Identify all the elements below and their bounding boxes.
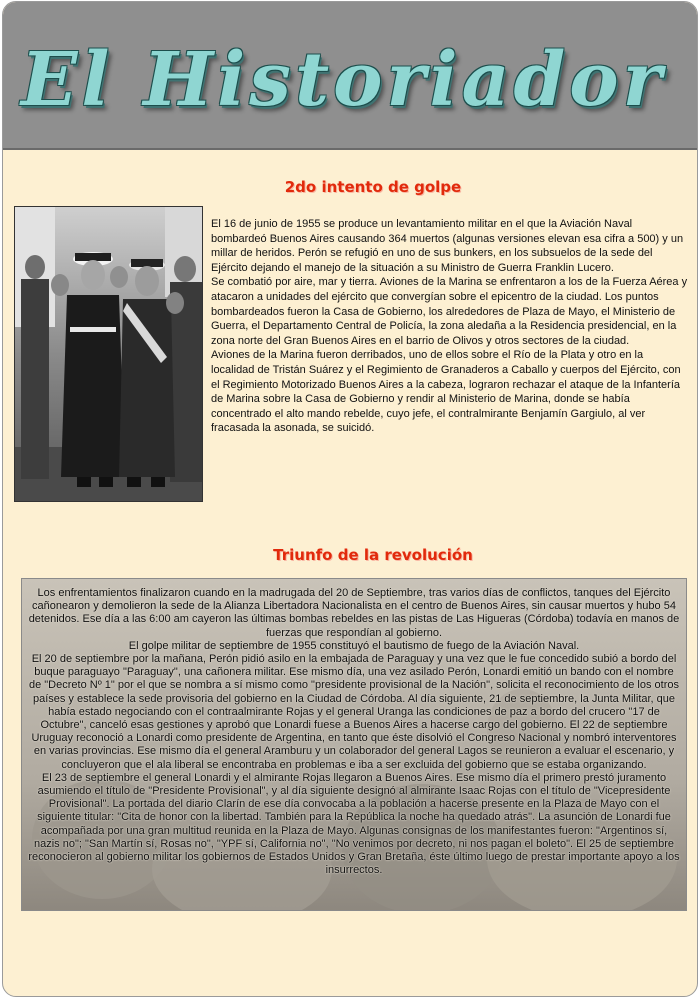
- header-banner: [3, 2, 697, 150]
- paragraph: Se combatió por aire, mar y tierra. Aviones de la Marina se enfrentaron a los de la Fuerza Aérea y atacaron a unidades del ejército que convergían sobre el epicentro de la ciudad. Los puntos bombardeados fueron la Casa de Gobierno, los alrededores de Plaza de Mayo, el Ministerio de Guerra, el Departamento Central de Policía, la zona aledaña a la Residencia presidencial, en la zona norte del Gran Buenos Aires en el barrio de Olivos y otros sectores de la ciudad.: [211, 276, 688, 347]
- paragraph: Aviones de la Marina fueron derribados, uno de ellos sobre el Río de la Plata y otro en la localidad de Tristán Suárez y el Regimiento de Granaderos a Caballo y cuerpos del Ejército, con el Regimiento Motorizado Buenos Aires a la cabeza, lograron rechazar el ataque de la Infantería de Marina sobre la Casa de Gobierno y rendir al Ministerio de Marina, donde se había concentrado el alto mando rebelde, cuyo jefe, el contralmirante Benjamín Gargiulo, al ver fracasada la asonada, se suicidó.: [211, 349, 681, 435]
- paragraph: El 23 de septiembre el general Lonardi y el almirante Rojas llegaron a Buenos Aires. Ese mismo día el primero prestó juramento asumiendo el título de "Presidente Provisional", y al día siguiente designó al almirante Isaac Rojas con el título de "Vicepresidente Provisional". La portada del diario Clarín de ese día convocaba a la población a hacerse presente en la Plaza de Mayo con el siguiente titular: "Cita de honor con la libertad. También para la República la noche ha quedado atrás". La asunción de Lonardi fue acompañada por una gran multitud reunida en la Plaza de Mayo. Algunas consignas de los manifestantes fueron: "Argentinos sí, nazis no"; "San Martín sí, Rosas no", "YPF sí, California no", "No venimos por decreto, ni nos pagan el boleto". El 25 de septiembre reconocieron al gobierno militar los gobiernos de Estados Unidos y Gran Bretaña, éste último luego de prestar importante apoyo a los insurrectos.: [28, 771, 680, 877]
- page-frame: [2, 1, 698, 997]
- paragraph: Los enfrentamientos finalizaron cuando en la madrugada del 20 de Septiembre, tras varios días de conflictos, tanques del Ejército cañonearon y demolieron la sede de la Alianza Libertadora Nacionalista en el centro de Buenos Aires, sin causar muertos y hubo 54 detenidos. Ese día a las 6:00 am cayeron las últimas bombas rebeldes en las pistas de Las Higueras (Córdoba) todavía en manos de fuerzas que respondían al gobierno.: [28, 587, 680, 639]
- section-title-revolucion: Triunfo de la revolución: [273, 546, 473, 564]
- paragraph: El 16 de junio de 1955 se produce un levantamiento militar en el que la Aviación Naval bombardeó Buenos Aires causando 364 muertos (algunas versiones elevan esa cifra a 500) y un millar de heridos. Perón se refugió en uno de sus bunkers, en los subsuelos de la sede del Ejército dejando el manejo de la situación a su Ministro de Guerra Franklin Lucero.: [211, 218, 684, 274]
- article-golpe-text: [211, 217, 689, 436]
- article-revolucion-box: [21, 578, 687, 911]
- site-title: El Historiador: [21, 37, 666, 123]
- paragraph: El 20 de septiembre por la mañana, Perón pidió asilo en la embajada de Paraguay y una vez que le fue concedido subió a bordo del buque paraguayo "Paraguay", una cañonera militar. Ese mismo día, una vez asilado Perón, Lonardi emitió un bando con el nombre de "Decreto Nº 1" por el que se nombra a sí mismo como "presidente provisional de la Nación", solicita el reconocimiento de los otros países y establece la sede provisoria del gobierno en la Ciudad de Córdoba. Al día siguiente, 21 de septiembre, la Junta Militar, que había estado negociando con el contraalmirante Rojas y el general Uranga las condiciones de paz a bordo del crucero "17 de Octubre", canceló esas gestiones y aprobó que Lonardi fuese a Buenos Aires a hacerse cargo del gobierno. El 22 de septiembre Uruguay reconoció a Lonardi como presidente de Argentina, en tanto que éste disolvió el Congreso Nacional y nombró interventores en varias provincias. Ese mismo día el general Aramburu y un colaborador del general Lagos se reunieron a evaluar el escenario, y concluyeron que el ala liberal se encontraba en problemas e iba a ser excluida del gobierno que se estaba organizando.: [28, 653, 679, 771]
- article-revolucion-text: [28, 587, 680, 877]
- historical-photo: [14, 206, 203, 502]
- section-title-golpe: 2do intento de golpe: [284, 178, 462, 196]
- photo-officers-image: [15, 207, 203, 502]
- paragraph: El golpe militar de septiembre de 1955 constituyó el bautismo de fuego de la Aviación Naval.: [128, 639, 580, 652]
